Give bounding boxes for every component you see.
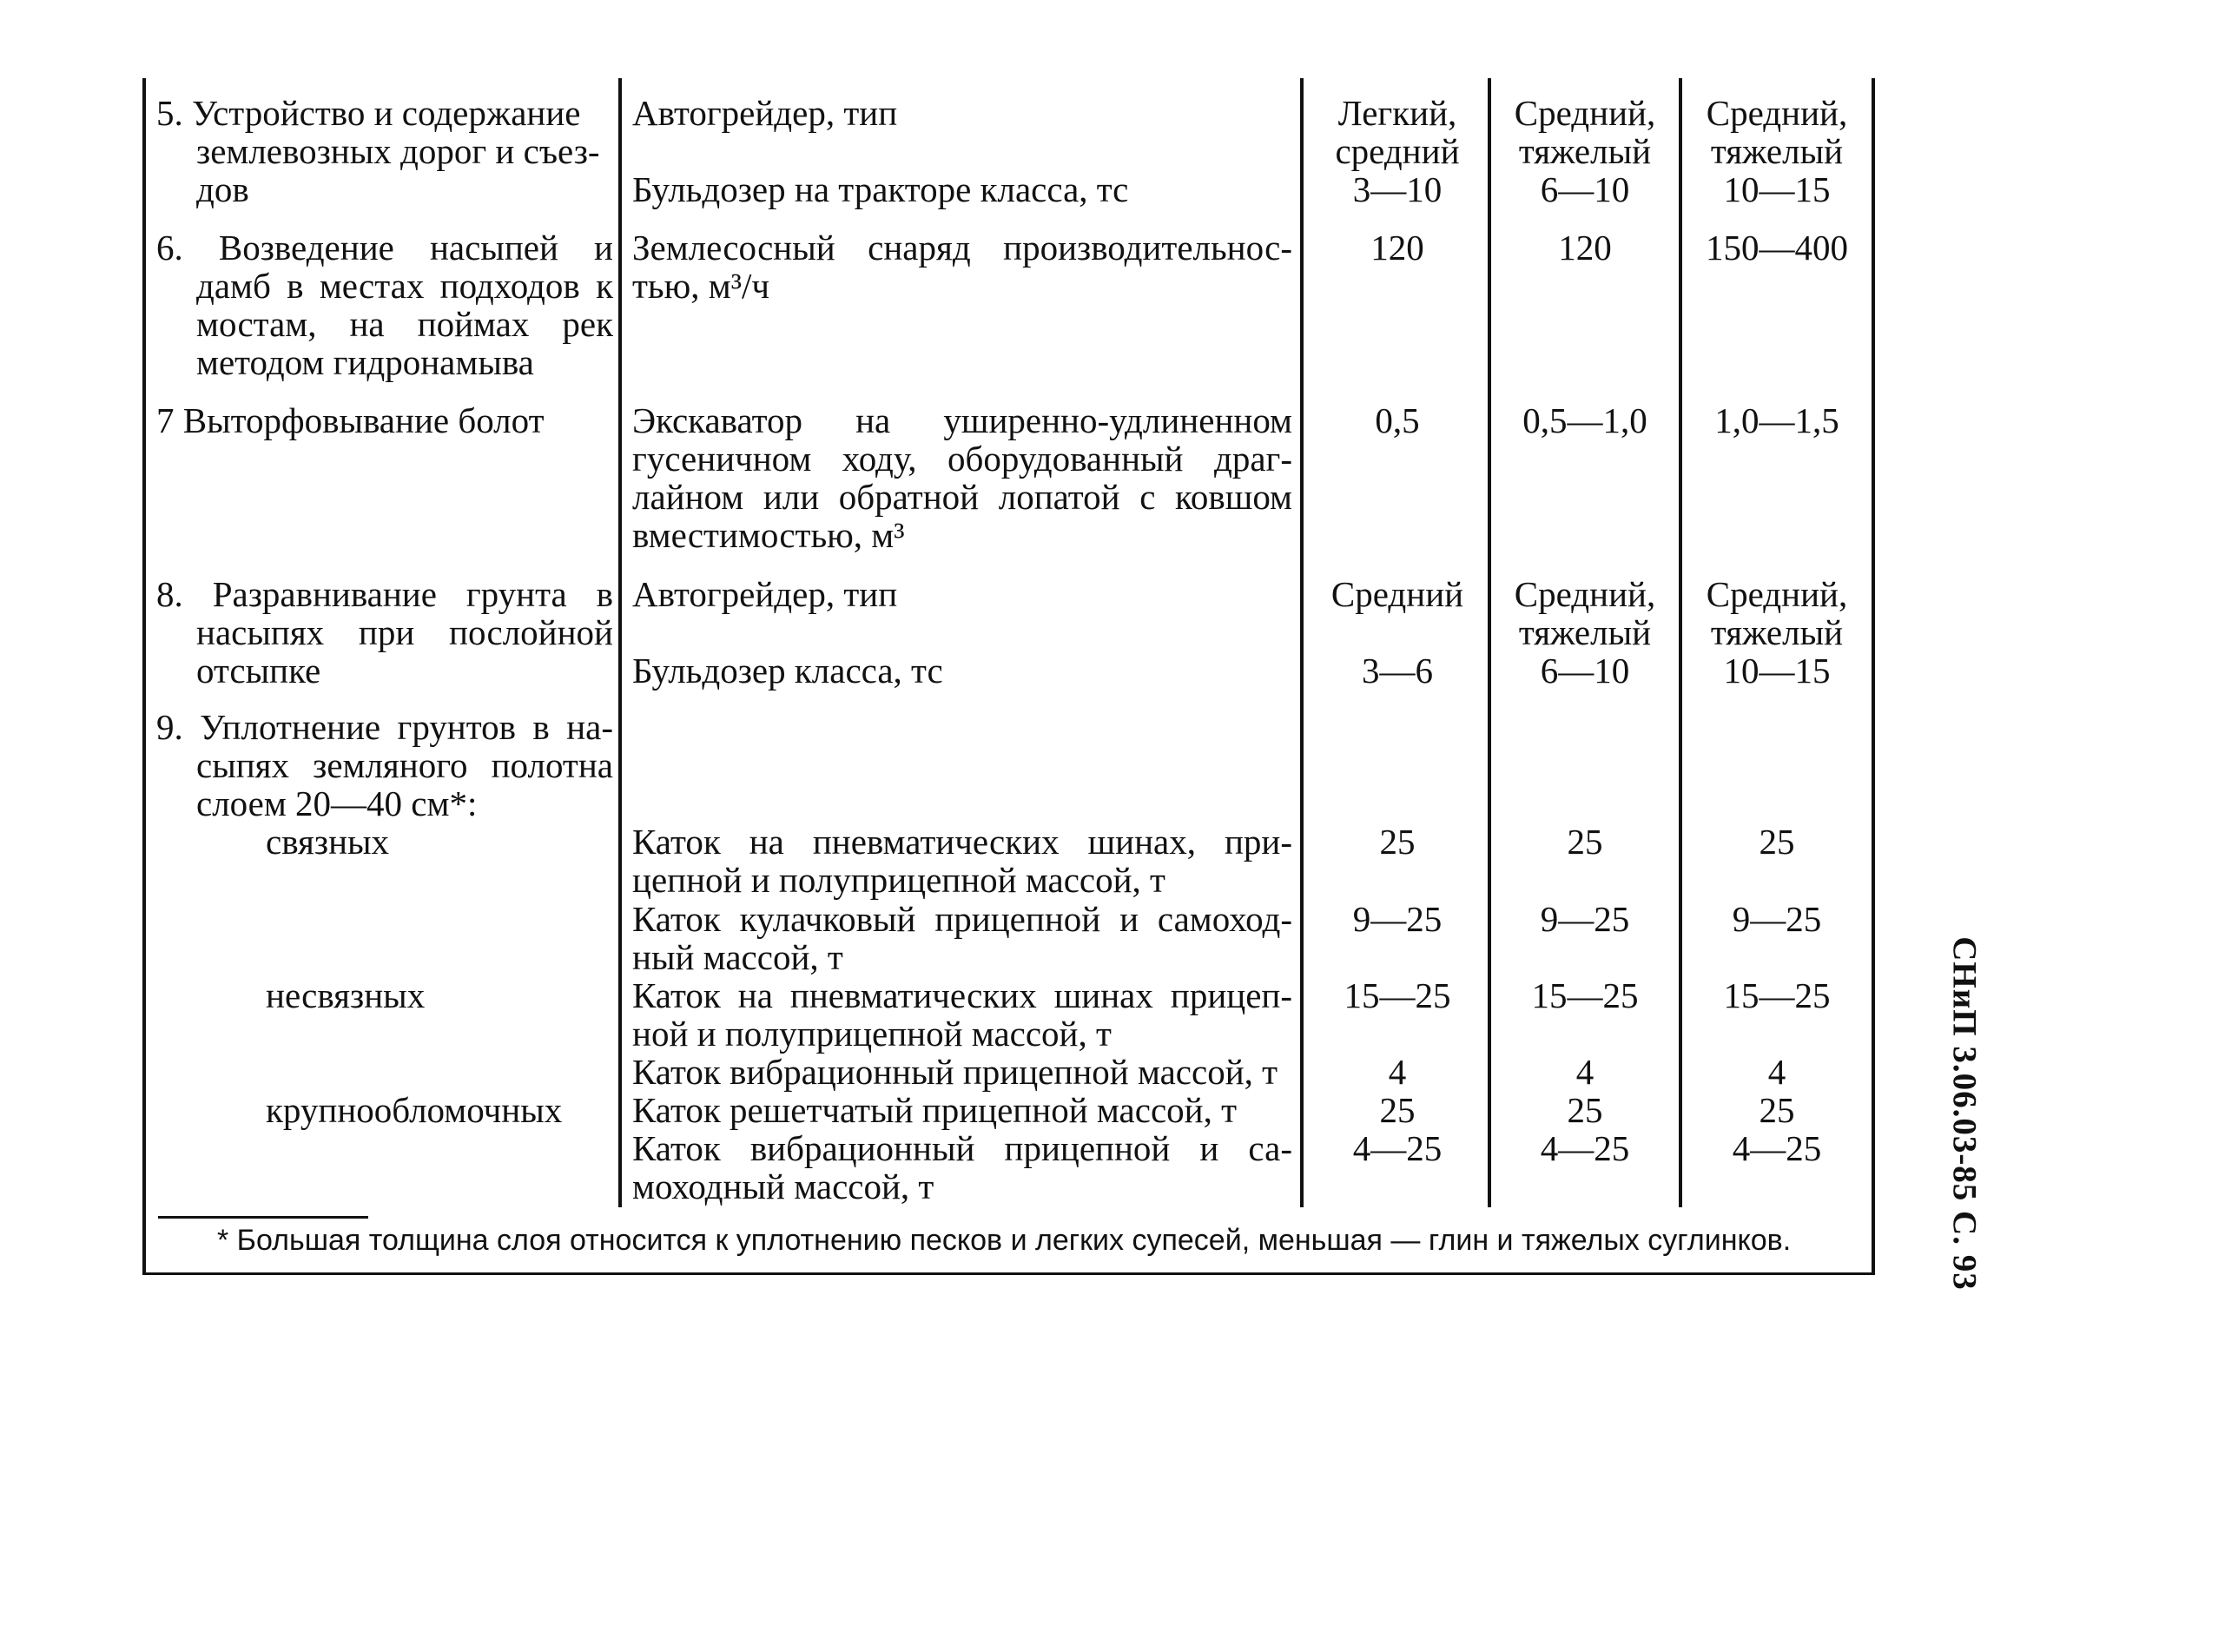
row9-col2-v5: 25 — [1567, 1090, 1603, 1130]
row9-work-line3: слоем 20—40 см*: — [196, 783, 478, 823]
row9-col2-v1: 25 — [1567, 822, 1603, 862]
row8-col3-line1: Средний, — [1706, 574, 1848, 614]
footnote-rule — [158, 1216, 368, 1219]
row5-col2-line1: Средний, — [1514, 93, 1656, 133]
column-divider-work — [618, 78, 622, 1207]
row8-col1-line1: Средний — [1330, 574, 1464, 614]
row6-col3: 150—400 — [1706, 228, 1848, 268]
row7-machine-line2: гусеничном ходу, оборудованный драг- — [632, 439, 1292, 479]
row9-col3-v2: 9—25 — [1732, 899, 1822, 939]
row8-work-line3: отсыпке — [196, 651, 321, 691]
footnote: * Большая толщина слоя относится к уплотнению песков и легких супесей, меньшая — глин и тяжелых суглинков. — [217, 1224, 1792, 1257]
row9-machine-2-line1: Каток кулачковый прицепной и самоход- — [632, 899, 1292, 939]
row5-col2-line2: тяжелый — [1518, 131, 1652, 171]
row5-machine-bulldozer: Бульдозер на тракторе класса, тс — [632, 169, 1129, 209]
row9-col1-v5: 25 — [1379, 1090, 1416, 1130]
row9-col3-v6: 4—25 — [1732, 1128, 1822, 1168]
row8-col2-line3: 6—10 — [1540, 651, 1630, 691]
row7-machine-line4: вместимостью, м³ — [632, 515, 905, 555]
row7-machine-line3: лайном или обратной лопатой с ковшом — [632, 477, 1292, 517]
row9-machine-6-line2: моходный массой, т — [632, 1166, 934, 1206]
row7-machine-line1: Экскаватор на уширенно-удлиненном — [632, 400, 1292, 440]
row5-col1-line3: 3—10 — [1352, 169, 1443, 209]
row9-machine-6-line1: Каток вибрационный прицепной и са- — [632, 1128, 1292, 1168]
row6-col1: 120 — [1370, 228, 1424, 268]
row5-number: 5. Устройство и содержание — [156, 93, 581, 133]
row6-work-line2: дамб в местах подходов к — [196, 266, 613, 306]
row6-work-line4: методом гидронамыва — [196, 342, 534, 382]
row7-col3: 1,0—1,5 — [1714, 400, 1839, 440]
row5-machine-grader: Автогрейдер, тип — [632, 93, 898, 133]
row5-col2-line3: 6—10 — [1540, 169, 1630, 209]
row9-subtype-noncohesive: несвязных — [266, 975, 426, 1015]
table-left-border — [142, 78, 146, 1275]
row9-col2-v2: 9—25 — [1540, 899, 1630, 939]
row5-work-line2: землевозных дорог и съез- — [196, 131, 600, 171]
column-divider-machines — [1300, 78, 1304, 1207]
row9-col3-v1: 25 — [1759, 822, 1795, 862]
row9-col2-v3: 15—25 — [1531, 975, 1639, 1015]
row9-work-line1: 9. Уплотнение грунтов в на- — [156, 707, 613, 747]
row9-col2-v6: 4—25 — [1540, 1128, 1630, 1168]
row5-work-line3: дов — [196, 169, 249, 209]
row9-col3-v4: 4 — [1767, 1052, 1786, 1092]
row7-col1: 0,5 — [1375, 400, 1420, 440]
row5-col1-line1: Легкий, — [1337, 93, 1457, 133]
row9-subtype-cohesive: связных — [266, 822, 390, 862]
row9-col3-v3: 15—25 — [1723, 975, 1831, 1015]
side-label-text: СНиП 3.06.03-85 С. 93 — [1945, 936, 1984, 1291]
row8-work-line1: 8. Разравнивание грунта в — [156, 574, 613, 614]
row9-machine-4: Каток вибрационный прицепной массой, т — [632, 1052, 1278, 1092]
row9-col1-v1: 25 — [1379, 822, 1416, 862]
row6-machine-line2: тью, м³/ч — [632, 266, 769, 306]
row8-col1-line2: 3—6 — [1362, 651, 1433, 691]
row8-col3-line3: 10—15 — [1723, 651, 1831, 691]
row9-col3-v5: 25 — [1759, 1090, 1795, 1130]
row6-machine-line1: Землесосный снаряд производительнос- — [632, 228, 1292, 268]
row7-col2: 0,5—1,0 — [1522, 400, 1647, 440]
row8-machine-bulldozer: Бульдозер класса, тс — [632, 651, 943, 691]
table-right-border — [1872, 78, 1875, 1275]
row7-work: 7 Выторфовывание болот — [156, 400, 545, 440]
row9-machine-1-line1: Каток на пневматических шинах, при- — [632, 822, 1292, 862]
row8-work-line2: насыпях при послойной — [196, 612, 613, 652]
row9-col1-v3: 15—25 — [1344, 975, 1451, 1015]
row9-machine-3-line2: ной и полуприцепной массой, т — [632, 1014, 1112, 1054]
row6-work-line3: мостам, на поймах рек — [196, 304, 613, 344]
row5-col3-line3: 10—15 — [1723, 169, 1831, 209]
side-running-head — [1938, 936, 1991, 1291]
row9-work-line2: сыпях земляного полотна — [196, 745, 613, 785]
row5-col3-line2: тяжелый — [1710, 131, 1844, 171]
row9-machine-3-line1: Каток на пневматических шинах прицеп- — [632, 975, 1292, 1015]
row9-machine-5: Каток решетчатый прицепной массой, т — [632, 1090, 1237, 1130]
row9-machine-1-line2: цепной и полуприцепной массой, т — [632, 860, 1165, 900]
row9-subtype-coarse: крупнообломочных — [266, 1090, 563, 1130]
row9-col1-v2: 9—25 — [1352, 899, 1443, 939]
row6-work-line1: 6. Возведение насыпей и — [156, 228, 613, 268]
row8-machine-grader: Автогрейдер, тип — [632, 574, 898, 614]
table-bottom-border — [142, 1272, 1875, 1275]
row5-col1-line2: средний — [1335, 131, 1460, 171]
row9-col1-v6: 4—25 — [1352, 1128, 1443, 1168]
row9-col2-v4: 4 — [1575, 1052, 1594, 1092]
row8-col2-line2: тяжелый — [1518, 612, 1652, 652]
row9-machine-2-line2: ный массой, т — [632, 937, 843, 977]
row5-col3-line1: Средний, — [1706, 93, 1848, 133]
row6-col2: 120 — [1558, 228, 1612, 268]
row8-col2-line1: Средний, — [1514, 574, 1656, 614]
row9-col1-v4: 4 — [1388, 1052, 1407, 1092]
row8-col3-line2: тяжелый — [1710, 612, 1844, 652]
